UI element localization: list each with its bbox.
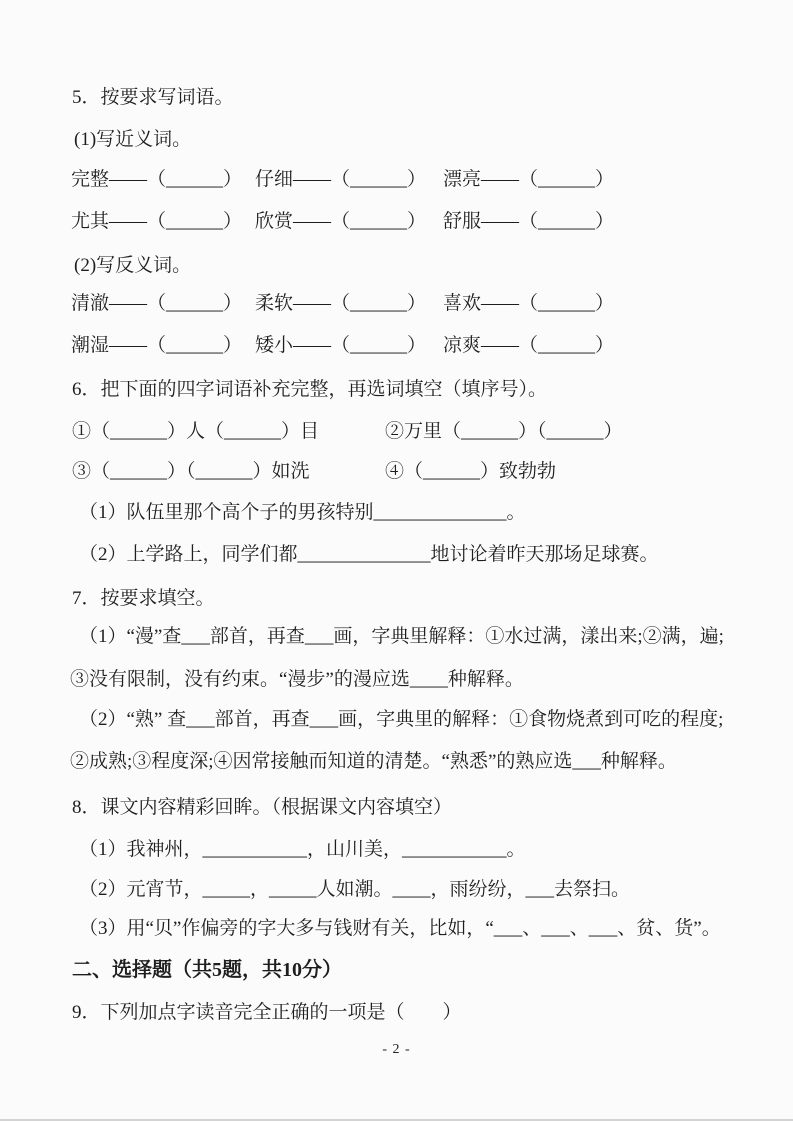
word-pair-blank: 柔软——（______） (255, 293, 427, 314)
question-5-part1-label: (1)写近义词。 (74, 129, 192, 150)
word-pair-blank: 欣赏——（______） (255, 211, 427, 232)
idiom-blank: ②万里（______）（______） (385, 421, 623, 442)
word-pair-blank: 尤其——（______） (71, 211, 243, 232)
section-2-header: 二、选择题（共5题，共10分） (72, 959, 342, 981)
word-pair-blank: 凉爽——（______） (443, 335, 615, 356)
question-6-fill-1: （1）队伍里那个高个子的男孩特别______________。 (79, 502, 526, 523)
word-pair-blank: 潮湿——（______） (71, 335, 243, 356)
idiom-blank: ④（______）致勃勃 (385, 461, 557, 482)
question-7-part1-line1: （1）“漫”查___部首，再查___画，字典里解释：①水过满，漾出来;②满，遍; (79, 626, 724, 647)
page-number: - 2 - (382, 1042, 411, 1057)
question-8-fill-2: （2）元宵节，_____，_____人如潮。____，雨纷纷，___去祭扫。 (79, 879, 631, 900)
question-7-part1-line2: ③没有限制，没有约束。“漫步”的漫应选____种解释。 (70, 669, 524, 690)
synonym-row-2 (0, 209, 793, 235)
question-8-fill-1: （1）我神州，___________，山川美，___________。 (79, 839, 526, 860)
idiom-row-1 (0, 419, 793, 445)
idiom-blank: ①（______）人（______）目 (72, 421, 320, 442)
word-pair-blank: 矮小——（______） (255, 335, 427, 356)
word-pair-blank: 清澈——（______） (71, 293, 243, 314)
idiom-row-2 (0, 459, 793, 485)
idiom-blank: ③（______）（______）如洗 (72, 461, 310, 482)
synonym-row-1 (0, 167, 793, 193)
question-6-fill-2: （2）上学路上，同学们都______________地讨论着昨天那场足球赛。 (79, 544, 659, 565)
word-pair-blank: 完整——（______） (71, 169, 243, 190)
question-9-title: 9．下列加点字读音完全正确的一项是（ ） (72, 1002, 462, 1023)
question-5-part2-label: (2)写反义词。 (74, 255, 192, 276)
question-8-fill-3: （3）用“贝”作偏旁的字大多与钱财有关，比如，“___、___、___、贫、货”。 (79, 918, 721, 939)
word-pair-blank: 仔细——（______） (255, 169, 427, 190)
question-8-title: 8．课文内容精彩回眸。（根据课文内容填空） (72, 797, 453, 818)
antonym-row-2 (0, 333, 793, 359)
question-7-part2-line2: ②成熟;③程度深;④因常接触而知道的清楚。“熟悉”的熟应选___种解释。 (70, 751, 677, 772)
word-pair-blank: 漂亮——（______） (443, 169, 615, 190)
word-pair-blank: 舒服——（______） (443, 211, 615, 232)
word-pair-blank: 喜欢——（______） (443, 293, 615, 314)
question-7-title: 7．按要求填空。 (72, 588, 215, 609)
question-7-part2-line1: （2）“熟” 查___部首，再查___画，字典里的解释：①食物烧煮到可吃的程度; (79, 709, 724, 730)
question-5-title: 5．按要求写词语。 (72, 87, 234, 108)
antonym-row-1 (0, 291, 793, 317)
question-6-title: 6．把下面的四字词语补充完整，再选词填空（填序号）。 (72, 379, 548, 400)
